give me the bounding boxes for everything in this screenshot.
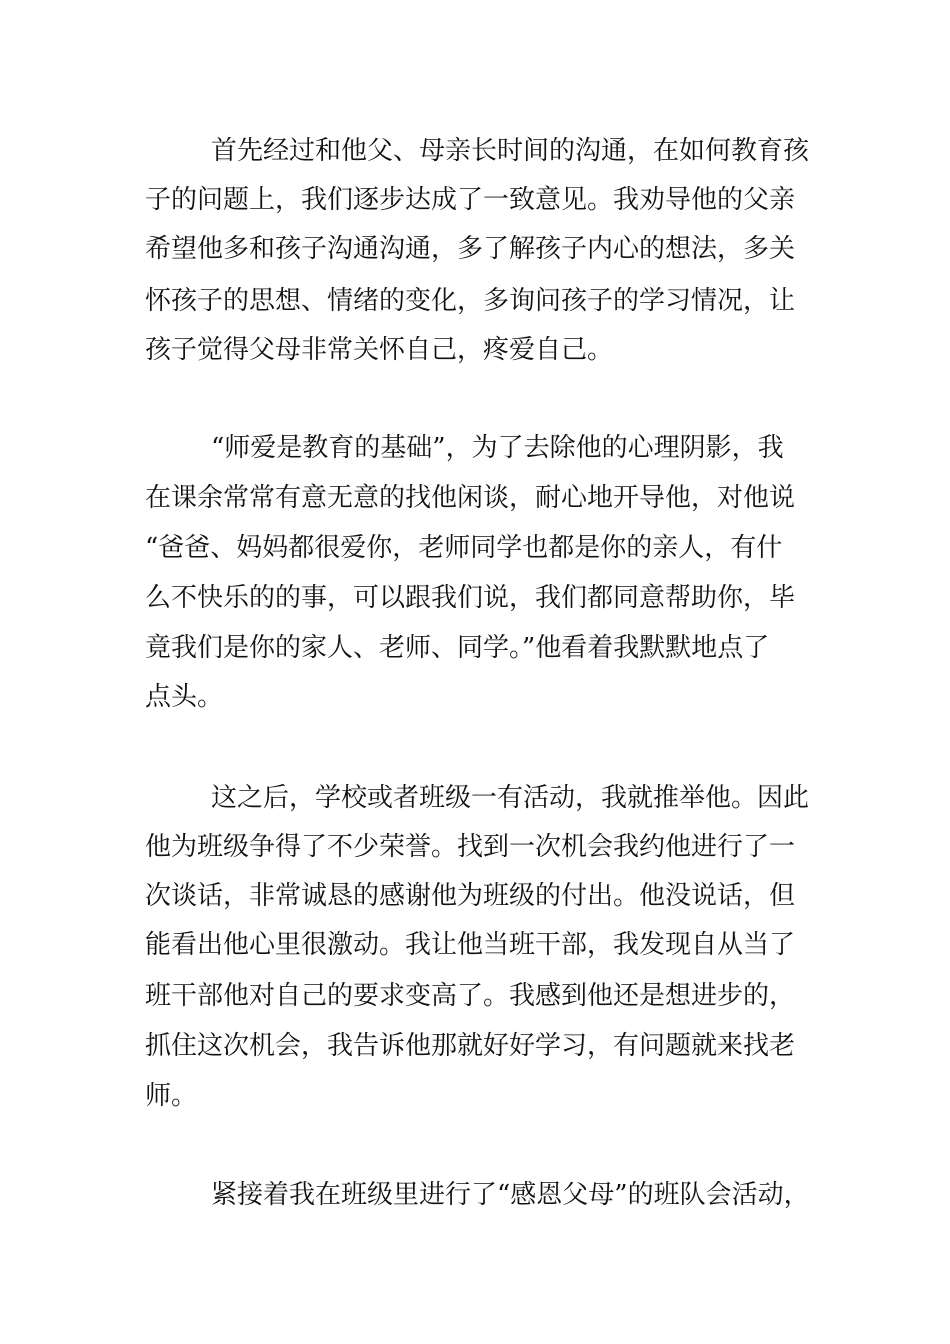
paragraph-3-line-4: 能看出他心里很激动。我让他当班干部，我发现自从当了 [145,930,796,960]
paragraph-2-line-5: 竟我们是你的家人、老师、同学。”他看着我默默地点了 [145,633,770,663]
paragraph-3-line-2: 他为班级争得了不少荣誉。找到一次机会我约他进行了一 [145,832,796,862]
paragraph-3-line-1: 这之后，学校或者班级一有活动，我就推举他。因此 [211,783,810,813]
paragraph-2-line-1: “师爱是教育的基础”，为了去除他的心理阴影，我 [211,433,784,463]
paragraph-1-line-5: 孩子觉得父母非常关怀自己，疼爱自己。 [145,335,614,365]
paragraph-1-line-2: 子的问题上，我们逐步达成了一致意见。我劝导他的父亲 [145,185,796,215]
paragraph-2-line-4: 么不快乐的的事，可以跟我们说，我们都同意帮助你，毕 [145,583,796,613]
paragraph-3-line-5: 班干部他对自己的要求变高了。我感到他还是想进步的， [145,981,796,1011]
paragraph-2-line-2: 在课余常常有意无意的找他闲谈，耐心地开导他，对他说 [145,483,796,513]
paragraph-4-line-1: 紧接着我在班级里进行了“感恩父母”的班队会活动， [211,1180,810,1210]
paragraph-1-line-3: 希望他多和孩子沟通沟通，多了解孩子内心的想法，多关 [145,234,796,264]
paragraph-2-line-6: 点头。 [145,682,224,712]
paragraph-1-line-1: 首先经过和他父、母亲长时间的沟通，在如何教育孩 [211,136,810,166]
paragraph-3-line-6: 抓住这次机会，我告诉他那就好好学习，有问题就来找老 [145,1031,796,1061]
paragraph-3-line-3: 次谈话，非常诚恳的感谢他为班级的付出。他没说话，但 [145,881,796,911]
paragraph-1-line-4: 怀孩子的思想、情绪的变化，多询问孩子的学习情况，让 [145,286,796,316]
paragraph-3-line-7: 师。 [145,1081,198,1111]
paragraph-2-line-3: “爸爸、妈妈都很爱你，老师同学也都是你的亲人，有什 [145,533,783,563]
